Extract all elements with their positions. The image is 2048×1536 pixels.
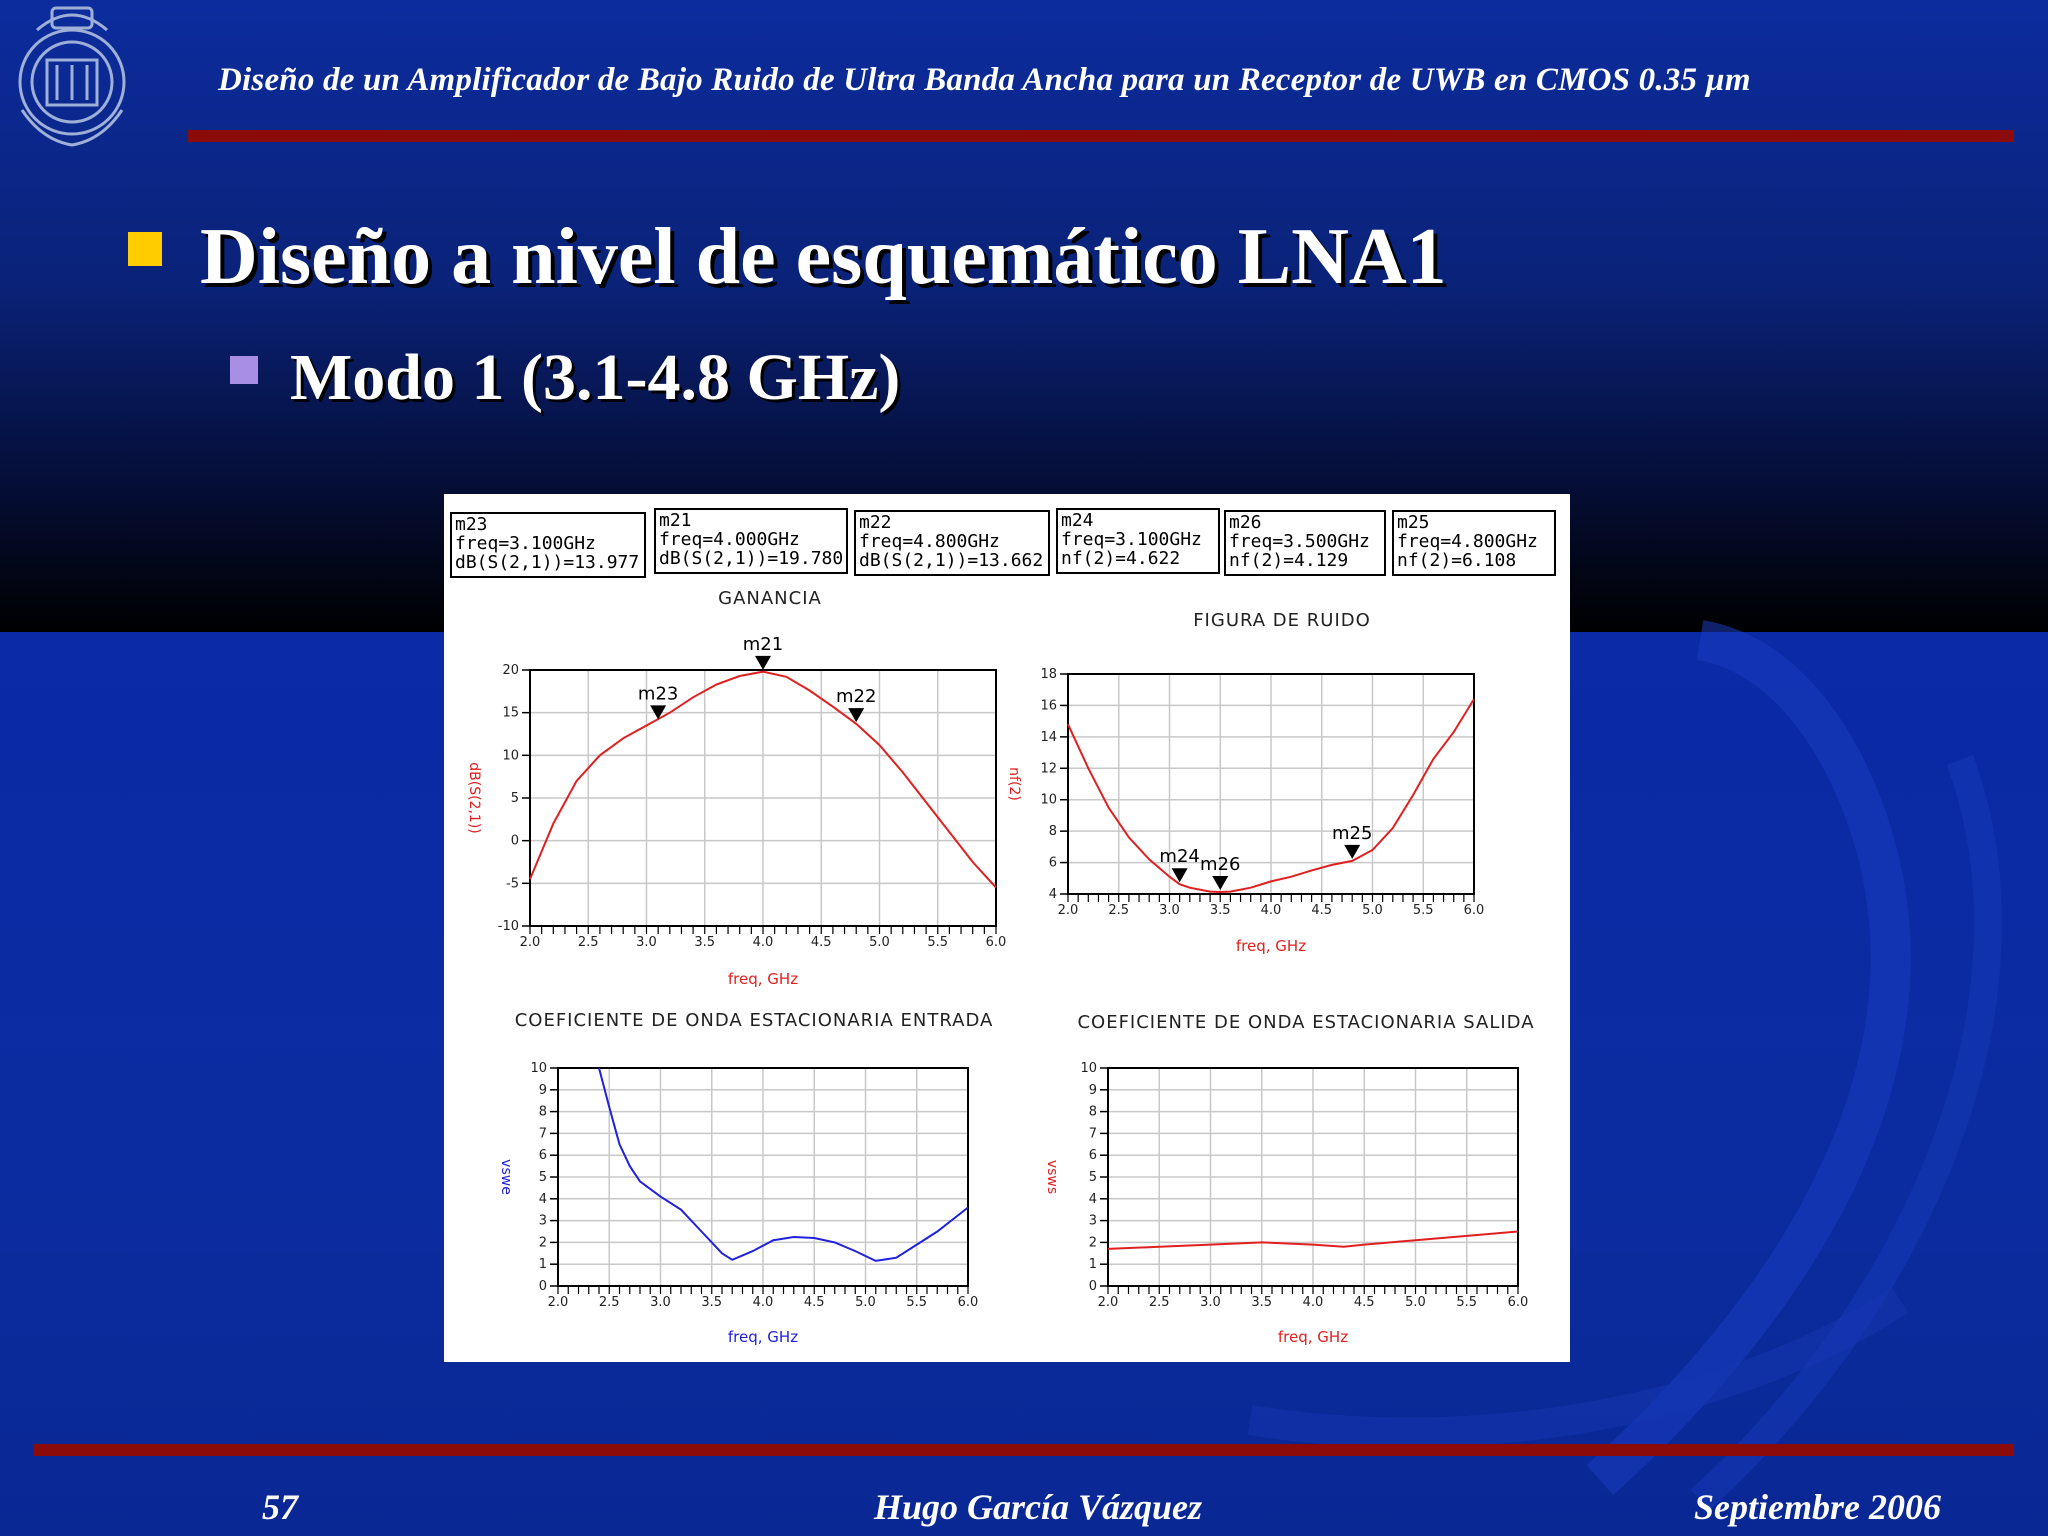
marker-box-m26: m26 freq=3.500GHz nf(2)=4.129 <box>1224 510 1386 576</box>
y-tick-label: 12 <box>1040 761 1057 777</box>
y-axis-label: nf(2) <box>1006 767 1022 801</box>
y-tick-label: 4 <box>1088 1191 1097 1207</box>
y-tick-label: 10 <box>502 748 519 764</box>
x-tick-label: 6.0 <box>985 935 1007 950</box>
slide-heading: Diseño a nivel de esquemático LNA1 <box>200 213 1447 301</box>
y-tick-label: 4 <box>538 1191 547 1207</box>
x-tick-label: 5.0 <box>1405 1295 1426 1310</box>
x-tick-label: 2.5 <box>1108 903 1130 918</box>
y-tick-label: 3 <box>538 1213 547 1229</box>
y-tick-label: 5 <box>1088 1170 1097 1185</box>
presentation-date: Septiembre 2006 <box>1694 1487 1941 1527</box>
header-rule <box>188 130 2014 142</box>
y-tick-label: 2 <box>538 1235 547 1251</box>
chart-title: COEFICIENTE DE ONDA ESTACIONARIA SALIDA <box>1077 1012 1535 1033</box>
marker-label: m26 <box>1200 853 1241 875</box>
header-title: Diseño de un Amplificador de Bajo Ruido de Ultra Banda Ancha para un Receptor de UWB en CMOS 0.35 µm <box>218 62 1751 98</box>
marker-label: m24 <box>1159 846 1200 868</box>
bullet-square-icon <box>128 232 162 266</box>
y-tick-label: 10 <box>1040 792 1057 808</box>
marker-label: m22 <box>835 686 877 708</box>
marker-box-m24: m24 freq=3.100GHz nf(2)=4.622 <box>1056 508 1220 574</box>
x-tick-label: 5.5 <box>906 1295 928 1310</box>
slide-subheading: Modo 1 (3.1-4.8 GHz) <box>290 341 901 414</box>
page-number: 57 <box>262 1487 298 1527</box>
x-tick-label: 4.5 <box>1311 903 1333 918</box>
x-tick-label: 6.0 <box>1507 1295 1529 1310</box>
y-tick-label: 1 <box>1088 1257 1097 1273</box>
y-tick-label: 8 <box>1088 1104 1097 1120</box>
x-tick-label: 5.5 <box>927 935 949 950</box>
y-tick-label: 15 <box>502 705 519 721</box>
x-tick-label: 3.5 <box>701 1295 723 1310</box>
x-tick-label: 3.5 <box>1251 1295 1273 1310</box>
x-tick-label: 4.0 <box>752 1295 774 1310</box>
x-tick-label: 4.5 <box>810 935 832 950</box>
y-tick-label: 9 <box>1088 1082 1097 1098</box>
y-tick-label: 3 <box>1088 1213 1097 1229</box>
marker-label: m23 <box>637 683 679 705</box>
y-tick-label: -10 <box>497 919 519 934</box>
y-tick-label: 5 <box>510 791 519 806</box>
y-tick-label: 8 <box>1048 824 1057 840</box>
x-tick-label: 3.5 <box>694 935 716 950</box>
y-axis-label: dB(S(2,1)) <box>466 762 482 834</box>
y-tick-label: 0 <box>510 833 519 849</box>
x-tick-label: 3.5 <box>1209 903 1231 918</box>
x-tick-label: 5.5 <box>1456 1295 1478 1310</box>
footer-rule <box>34 1444 2014 1456</box>
x-tick-label: 5.5 <box>1412 903 1434 918</box>
y-tick-label: 5 <box>538 1170 547 1185</box>
author-name: Hugo García Vázquez <box>874 1487 1203 1527</box>
y-tick-label: 7 <box>1088 1126 1097 1142</box>
university-seal-logo <box>2 0 142 150</box>
x-axis-label: freq, GHz <box>1277 1328 1349 1346</box>
y-tick-label: 7 <box>538 1126 547 1142</box>
x-tick-label: 6.0 <box>957 1295 979 1310</box>
y-tick-label: 2 <box>1088 1235 1097 1251</box>
y-tick-label: -5 <box>506 876 519 892</box>
x-tick-label: 4.5 <box>1353 1295 1375 1310</box>
marker-box-m23: m23 freq=3.100GHz dB(S(2,1))=13.977 <box>450 512 646 578</box>
simulation-figure <box>444 494 1570 1362</box>
chart-title: COEFICIENTE DE ONDA ESTACIONARIA ENTRADA <box>514 1010 994 1031</box>
y-tick-label: 6 <box>1048 855 1057 871</box>
x-tick-label: 3.0 <box>1200 1295 1221 1310</box>
marker-box-m22: m22 freq=4.800GHz dB(S(2,1))=13.662 <box>854 510 1050 576</box>
y-tick-label: 10 <box>530 1061 547 1076</box>
x-tick-label: 2.0 <box>1097 1295 1119 1310</box>
y-tick-label: 1 <box>538 1257 547 1273</box>
x-axis-label: freq, GHz <box>1235 937 1307 955</box>
x-tick-label: 2.0 <box>547 1295 569 1310</box>
y-tick-label: 6 <box>538 1148 547 1164</box>
y-tick-label: 6 <box>1088 1148 1097 1164</box>
y-tick-label: 16 <box>1040 698 1057 714</box>
x-tick-label: 3.0 <box>636 935 657 950</box>
charts-canvas <box>444 494 1570 1362</box>
marker-label: m25 <box>1331 822 1373 844</box>
marker-triangle <box>755 656 771 670</box>
y-axis-label: vsws <box>1044 1159 1060 1195</box>
marker-box-m25: m25 freq=4.800GHz nf(2)=6.108 <box>1392 510 1556 576</box>
x-tick-label: 2.5 <box>577 935 599 950</box>
sub-bullet-square-icon <box>230 356 258 384</box>
chart-title: FIGURA DE RUIDO <box>1193 610 1371 631</box>
x-tick-label: 4.5 <box>803 1295 825 1310</box>
y-tick-label: 14 <box>1040 729 1057 745</box>
x-tick-label: 2.5 <box>598 1295 620 1310</box>
y-tick-label: 10 <box>1080 1061 1097 1076</box>
marker-triangle <box>1212 876 1228 890</box>
y-tick-label: 18 <box>1040 667 1057 682</box>
x-tick-label: 2.0 <box>519 935 541 950</box>
x-tick-label: 5.0 <box>869 935 890 950</box>
chart-title: GANANCIA <box>718 588 822 609</box>
y-axis-label: vswe <box>498 1159 514 1195</box>
y-tick-label: 0 <box>538 1279 547 1294</box>
x-tick-label: 4.0 <box>1260 903 1282 918</box>
x-tick-label: 3.0 <box>1159 903 1180 918</box>
y-tick-label: 4 <box>1048 887 1057 902</box>
x-tick-label: 6.0 <box>1463 903 1485 918</box>
x-axis-label: freq, GHz <box>727 970 799 988</box>
x-tick-label: 5.0 <box>1362 903 1383 918</box>
y-tick-label: 8 <box>538 1104 547 1120</box>
y-tick-label: 20 <box>502 663 519 678</box>
x-tick-label: 5.0 <box>855 1295 876 1310</box>
marker-box-m21: m21 freq=4.000GHz dB(S(2,1))=19.780 <box>654 508 848 574</box>
x-tick-label: 4.0 <box>1302 1295 1324 1310</box>
x-tick-label: 3.0 <box>650 1295 671 1310</box>
x-tick-label: 4.0 <box>752 935 774 950</box>
y-tick-label: 9 <box>538 1082 547 1098</box>
series-line <box>599 1068 968 1261</box>
y-tick-label: 0 <box>1088 1279 1097 1294</box>
x-axis-label: freq, GHz <box>727 1328 799 1346</box>
marker-label: m21 <box>742 633 784 655</box>
x-tick-label: 2.0 <box>1057 903 1079 918</box>
x-tick-label: 2.5 <box>1148 1295 1170 1310</box>
